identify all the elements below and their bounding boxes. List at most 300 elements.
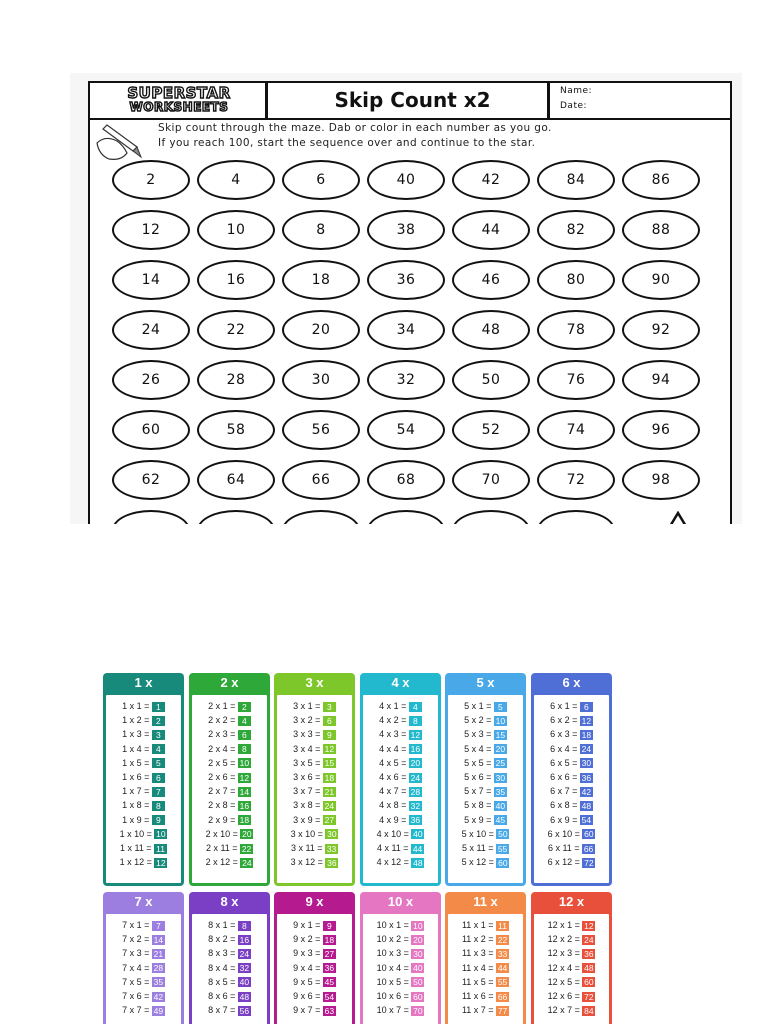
number-bubble: 38 <box>367 210 445 250</box>
times-row: 3 x 7 = 21 <box>293 786 335 797</box>
times-card-title: 3 x <box>305 675 324 690</box>
times-row: 3 x 11 = 33 <box>290 843 337 854</box>
times-answer: 33 <box>497 949 508 960</box>
times-row: 9 x 6 = 54 <box>293 991 335 1002</box>
times-row: 1 x 11 = 11 <box>106 843 181 854</box>
times-row: 10 x 3 = 30 <box>376 948 423 960</box>
times-row: 8 x 2 = 16 <box>208 934 250 945</box>
times-row: 3 x 3 = 9 <box>277 729 352 740</box>
times-answer: 60 <box>584 829 594 840</box>
times-answer: 12 <box>410 730 421 741</box>
times-row: 10 x 6 = 60 <box>376 991 423 1002</box>
times-row: 1 x 9 = 9 <box>106 815 181 826</box>
times-answer: 24 <box>242 857 252 868</box>
number-bubble: 58 <box>197 410 275 450</box>
times-row: 12 x 1 = 12 <box>547 920 594 931</box>
number-bubble: 94 <box>622 360 700 400</box>
times-card-title: 11 x <box>473 894 498 909</box>
times-row: 4 x 9 = 36 <box>379 814 421 826</box>
times-row: 7 x 1 = 7 <box>106 920 181 931</box>
times-row: 11 x 1 = 11 <box>448 920 523 931</box>
times-answer: 36 <box>581 772 592 783</box>
number-bubble: 92 <box>622 310 700 350</box>
times-card-body <box>277 914 352 1024</box>
times-answer: 50 <box>413 977 423 988</box>
times-row: 1 x 8 = 8 <box>106 800 181 811</box>
times-row: 5 x 9 = 45 <box>464 814 506 826</box>
times-row: 7 x 7 = 49 <box>122 1005 164 1016</box>
times-answer: 28 <box>410 786 421 797</box>
times-card-9 <box>274 892 355 1024</box>
times-row: 9 x 1 = 9 <box>277 920 352 931</box>
times-row: 1 x 6 = 6 <box>106 772 181 783</box>
times-answer: 22 <box>241 843 252 854</box>
times-card-4 <box>360 673 441 886</box>
times-row: 3 x 12 = 36 <box>290 857 337 868</box>
times-card-title: 8 x <box>220 894 239 909</box>
times-card-body <box>363 914 438 1024</box>
times-answer: 14 <box>239 786 250 797</box>
times-card-body <box>448 914 523 1024</box>
times-answer: 16 <box>239 934 250 945</box>
times-row: 5 x 5 = 25 <box>464 757 506 769</box>
times-row: 9 x 3 = 27 <box>293 948 335 960</box>
times-row: 4 x 7 = 28 <box>379 786 421 797</box>
times-answer: 70 <box>413 1005 423 1016</box>
times-row: 6 x 12 = 72 <box>547 857 594 868</box>
times-row: 2 x 9 = 18 <box>208 814 250 826</box>
times-answer: 45 <box>324 977 335 988</box>
number-bubble: 96 <box>622 410 700 450</box>
times-answer: 77 <box>497 1005 508 1016</box>
times-card-8 <box>189 892 270 1024</box>
times-answer: 28 <box>153 963 164 974</box>
times-row: 4 x 3 = 12 <box>379 729 421 741</box>
worksheet-frame <box>88 81 732 524</box>
times-answer: 30 <box>581 758 592 769</box>
times-row: 12 x 7 = 84 <box>547 1005 594 1016</box>
times-answer: 2 <box>238 702 251 712</box>
times-card-body <box>448 695 523 883</box>
times-row: 9 x 2 = 18 <box>293 934 335 945</box>
times-card-title: 7 x <box>134 894 153 909</box>
number-bubble: 86 <box>622 160 700 200</box>
times-answer: 9 <box>323 921 336 931</box>
times-answer: 18 <box>581 730 592 741</box>
times-card-1 <box>103 673 184 886</box>
times-row: 7 x 5 = 35 <box>122 976 164 988</box>
times-row: 2 x 1 = 2 <box>192 701 267 712</box>
superstar-logo: SUPERSTAR WORKSHEETS <box>127 84 231 114</box>
times-answer: 44 <box>412 843 423 854</box>
times-row: 2 x 12 = 24 <box>205 857 252 868</box>
times-row: 7 x 3 = 21 <box>122 948 164 960</box>
times-answer: 11 <box>154 844 167 854</box>
times-row: 4 x 2 = 8 <box>363 715 438 726</box>
times-card-body <box>192 695 267 883</box>
times-answer: 22 <box>497 934 508 945</box>
times-answer: 36 <box>327 857 337 868</box>
date-label: Date: <box>560 101 588 111</box>
number-bubble-partial <box>112 510 190 524</box>
times-answer: 14 <box>153 934 164 945</box>
times-row: 5 x 3 = 15 <box>464 729 506 741</box>
times-row: 1 x 2 = 2 <box>106 715 181 726</box>
times-answer: 44 <box>497 963 508 974</box>
times-row: 6 x 7 = 42 <box>550 786 592 797</box>
times-card-10 <box>360 892 441 1024</box>
times-row: 10 x 4 = 40 <box>376 962 423 974</box>
times-answer: 12 <box>581 715 592 726</box>
times-answer: 48 <box>581 801 592 812</box>
times-row: 2 x 10 = 20 <box>205 828 252 840</box>
times-answer: 8 <box>152 801 165 811</box>
number-bubble: 60 <box>112 410 190 450</box>
times-row: 9 x 7 = 63 <box>293 1005 335 1016</box>
times-answer: 1 <box>152 702 165 712</box>
times-card-3 <box>274 673 355 886</box>
times-answer: 63 <box>324 1005 335 1016</box>
times-row: 8 x 1 = 8 <box>192 920 267 931</box>
times-answer: 12 <box>584 920 594 931</box>
times-answer: 5 <box>152 758 165 768</box>
times-card-6 <box>531 673 612 886</box>
times-row: 2 x 8 = 16 <box>208 800 250 812</box>
times-row: 6 x 3 = 18 <box>550 729 592 741</box>
times-row: 9 x 4 = 36 <box>293 962 335 974</box>
number-bubble: 8 <box>282 210 360 250</box>
number-bubble: 12 <box>112 210 190 250</box>
times-answer: 20 <box>242 829 252 840</box>
times-row: 11 x 3 = 33 <box>461 948 508 960</box>
times-answer: 30 <box>327 829 337 840</box>
number-bubble: 56 <box>282 410 360 450</box>
number-bubble: 18 <box>282 260 360 300</box>
number-bubble: 66 <box>282 460 360 500</box>
times-row: 12 x 4 = 48 <box>547 962 594 974</box>
times-answer: 30 <box>413 949 423 960</box>
times-answer: 60 <box>413 991 423 1002</box>
times-row: 3 x 5 = 15 <box>293 757 335 769</box>
worksheet-image <box>70 73 742 524</box>
times-answer: 21 <box>153 949 164 960</box>
times-answer: 25 <box>495 758 506 769</box>
number-bubble: 72 <box>537 460 615 500</box>
times-row: 6 x 5 = 30 <box>550 757 592 769</box>
times-answer: 6 <box>152 773 165 783</box>
number-bubble: 30 <box>282 360 360 400</box>
times-card-body <box>277 695 352 883</box>
times-row: 6 x 11 = 66 <box>547 843 594 854</box>
times-answer: 66 <box>497 991 508 1002</box>
times-card-body <box>534 914 609 1024</box>
number-bubble: 52 <box>452 410 530 450</box>
times-answer: 10 <box>156 829 166 840</box>
times-row: 12 x 6 = 72 <box>547 991 594 1002</box>
number-bubble: 28 <box>197 360 275 400</box>
times-row: 1 x 5 = 5 <box>106 758 181 769</box>
number-bubble: 76 <box>537 360 615 400</box>
times-answer: 24 <box>324 801 335 812</box>
times-answer: 3 <box>152 730 165 740</box>
times-answer: 18 <box>239 815 250 826</box>
times-card-title: 9 x <box>305 894 324 909</box>
times-answer: 55 <box>497 977 508 988</box>
times-row: 2 x 3 = 6 <box>192 729 267 740</box>
times-row: 4 x 10 = 40 <box>376 828 423 840</box>
times-row: 4 x 5 = 20 <box>379 757 421 769</box>
times-row: 4 x 1 = 4 <box>363 701 438 712</box>
times-row: 4 x 12 = 48 <box>376 857 423 868</box>
times-answer: 84 <box>584 1005 594 1016</box>
times-card-body <box>106 914 181 1024</box>
number-bubble: 36 <box>367 260 445 300</box>
times-row: 5 x 8 = 40 <box>464 800 506 812</box>
times-answer: 20 <box>413 934 423 945</box>
worksheet-title: Skip Count x2 <box>334 88 491 112</box>
number-bubble: 14 <box>112 260 190 300</box>
times-row: 2 x 5 = 10 <box>208 757 250 769</box>
times-row: 1 x 3 = 3 <box>106 729 181 740</box>
times-answer: 48 <box>413 857 423 868</box>
times-answer: 36 <box>324 963 335 974</box>
number-bubble: 90 <box>622 260 700 300</box>
times-answer: 8 <box>238 921 251 931</box>
times-card-title: 5 x <box>476 675 495 690</box>
times-answer: 6 <box>323 716 336 726</box>
times-row: 6 x 10 = 60 <box>547 828 594 840</box>
times-row: 3 x 8 = 24 <box>293 800 335 812</box>
times-answer: 4 <box>152 744 165 754</box>
times-answer: 54 <box>324 991 335 1002</box>
number-bubble: 34 <box>367 310 445 350</box>
times-row: 2 x 2 = 4 <box>192 715 267 726</box>
times-answer: 4 <box>238 716 251 726</box>
times-row: 3 x 9 = 27 <box>293 814 335 826</box>
times-answer: 72 <box>584 857 594 868</box>
number-bubble-partial <box>537 510 615 524</box>
times-answer: 18 <box>324 772 335 783</box>
times-answer: 15 <box>495 730 506 741</box>
times-card-7 <box>103 892 184 1024</box>
times-answer: 32 <box>239 963 250 974</box>
times-answer: 30 <box>495 772 506 783</box>
number-bubble: 82 <box>537 210 615 250</box>
number-bubble: 44 <box>452 210 530 250</box>
times-answer: 56 <box>239 1005 250 1016</box>
times-row: 6 x 6 = 36 <box>550 772 592 783</box>
times-row: 6 x 1 = 6 <box>534 701 609 712</box>
number-bubble: 16 <box>197 260 275 300</box>
times-answer: 54 <box>581 815 592 826</box>
times-row: 3 x 2 = 6 <box>277 715 352 726</box>
times-row: 5 x 12 = 60 <box>461 857 508 868</box>
times-row: 8 x 5 = 40 <box>208 976 250 988</box>
times-row: 11 x 5 = 55 <box>461 976 508 988</box>
times-answer: 27 <box>324 949 335 960</box>
times-answer: 5 <box>494 702 507 712</box>
number-bubble: 10 <box>197 210 275 250</box>
times-row: 9 x 5 = 45 <box>293 976 335 988</box>
number-bubble: 70 <box>452 460 530 500</box>
times-row: 5 x 11 = 55 <box>461 843 508 854</box>
number-bubble: 40 <box>367 160 445 200</box>
number-bubble-partial <box>197 510 275 524</box>
times-answer: 15 <box>324 758 335 769</box>
times-answer: 20 <box>495 744 506 755</box>
times-row: 12 x 5 = 60 <box>547 976 594 988</box>
times-row: 4 x 6 = 24 <box>379 772 421 783</box>
number-bubble: 84 <box>537 160 615 200</box>
times-row: 5 x 10 = 50 <box>461 828 508 840</box>
times-answer: 9 <box>323 730 336 740</box>
times-row: 6 x 8 = 48 <box>550 800 592 812</box>
worksheet-header <box>90 83 730 120</box>
times-answer: 10 <box>495 715 506 726</box>
times-answer: 20 <box>410 758 421 769</box>
times-row: 11 x 2 = 22 <box>461 934 508 945</box>
instructions: Skip count through the maze. Dab or color in each number as you go. If you reach 100, start the sequence over and continue to the star. <box>158 122 552 149</box>
times-answer: 42 <box>153 991 164 1002</box>
times-card-5 <box>445 673 526 886</box>
number-bubble: 68 <box>367 460 445 500</box>
times-row: 3 x 1 = 3 <box>277 701 352 712</box>
number-bubble: 32 <box>367 360 445 400</box>
number-bubble: 4 <box>197 160 275 200</box>
times-card-12 <box>531 892 612 1024</box>
number-bubble: 20 <box>282 310 360 350</box>
number-bubble: 6 <box>282 160 360 200</box>
times-card-body <box>192 914 267 1024</box>
times-answer: 10 <box>239 758 250 769</box>
times-row: 7 x 2 = 14 <box>122 934 164 945</box>
times-card-title: 12 x <box>558 894 585 909</box>
times-row: 1 x 1 = 1 <box>106 701 181 712</box>
times-answer: 32 <box>410 801 421 812</box>
times-answer: 24 <box>239 949 250 960</box>
times-row: 4 x 4 = 16 <box>379 743 421 755</box>
times-row: 6 x 4 = 24 <box>550 743 592 755</box>
number-bubble: 2 <box>112 160 190 200</box>
times-row: 8 x 4 = 32 <box>208 962 250 974</box>
times-answer: 35 <box>153 977 164 988</box>
times-row: 1 x 4 = 4 <box>106 744 181 755</box>
times-row: 2 x 11 = 22 <box>205 843 252 854</box>
times-card-title: 6 x <box>562 675 581 690</box>
number-bubble: 80 <box>537 260 615 300</box>
number-bubble: 88 <box>622 210 700 250</box>
name-label: Name: <box>560 86 593 96</box>
number-bubble-partial <box>282 510 360 524</box>
times-row: 7 x 6 = 42 <box>122 991 164 1002</box>
number-bubble: 46 <box>452 260 530 300</box>
times-answer: 2 <box>152 716 165 726</box>
times-row: 8 x 3 = 24 <box>208 948 250 960</box>
times-answer: 40 <box>413 963 423 974</box>
times-answer: 49 <box>153 1005 164 1016</box>
times-answer: 12 <box>239 772 250 783</box>
times-row: 10 x 7 = 70 <box>376 1005 423 1016</box>
times-card-11 <box>445 892 526 1024</box>
times-answer: 7 <box>152 921 165 931</box>
times-answer: 10 <box>413 920 423 931</box>
times-answer: 35 <box>495 786 506 797</box>
times-answer: 40 <box>239 977 250 988</box>
times-answer: 40 <box>413 829 423 840</box>
pencil-hand-icon <box>93 121 153 165</box>
number-bubble: 74 <box>537 410 615 450</box>
times-answer: 16 <box>410 744 421 755</box>
times-row: 4 x 8 = 32 <box>379 800 421 812</box>
number-bubble: 24 <box>112 310 190 350</box>
times-row: 6 x 9 = 54 <box>550 814 592 826</box>
times-answer: 6 <box>238 730 251 740</box>
times-answer: 50 <box>498 829 508 840</box>
times-row: 5 x 6 = 30 <box>464 772 506 783</box>
times-answer: 40 <box>495 801 506 812</box>
number-bubble-partial <box>367 510 445 524</box>
times-row: 1 x 12 = 12 <box>119 857 166 868</box>
times-answer: 66 <box>583 843 594 854</box>
number-bubble: 26 <box>112 360 190 400</box>
times-row: 10 x 1 = 10 <box>376 920 423 931</box>
number-bubble: 78 <box>537 310 615 350</box>
times-answer: 8 <box>238 744 251 754</box>
number-bubble: 62 <box>112 460 190 500</box>
times-row: 2 x 7 = 14 <box>208 786 250 797</box>
times-answer: 55 <box>497 843 508 854</box>
number-bubble-partial <box>452 510 530 524</box>
times-answer: 60 <box>498 857 508 868</box>
times-card-body <box>363 695 438 883</box>
times-answer: 24 <box>581 744 592 755</box>
times-row: 11 x 7 = 77 <box>461 1005 508 1016</box>
times-answer: 4 <box>409 702 422 712</box>
times-row: 4 x 11 = 44 <box>376 843 423 854</box>
number-bubble: 22 <box>197 310 275 350</box>
times-answer: 9 <box>152 815 165 825</box>
number-bubble: 54 <box>367 410 445 450</box>
times-row: 10 x 2 = 20 <box>376 934 423 945</box>
times-answer: 24 <box>410 772 421 783</box>
times-card-title: 4 x <box>391 675 410 690</box>
times-answer: 18 <box>324 934 335 945</box>
times-answer: 16 <box>239 801 250 812</box>
times-answer: 48 <box>584 963 594 974</box>
times-answer: 12 <box>324 744 335 755</box>
times-row: 11 x 6 = 66 <box>461 991 508 1002</box>
times-row: 3 x 6 = 18 <box>293 772 335 783</box>
times-answer: 36 <box>410 815 421 826</box>
times-answer: 33 <box>326 843 337 854</box>
times-answer: 24 <box>584 934 594 945</box>
times-row: 1 x 10 = 10 <box>119 828 166 840</box>
times-answer: 12 <box>156 857 166 868</box>
times-answer: 11 <box>496 921 509 931</box>
times-answer: 7 <box>152 787 165 797</box>
times-answer: 6 <box>580 702 593 712</box>
times-row: 3 x 10 = 30 <box>290 828 337 840</box>
times-row: 2 x 6 = 12 <box>208 772 250 783</box>
number-bubble: 42 <box>452 160 530 200</box>
times-answer: 27 <box>324 815 335 826</box>
times-row: 5 x 1 = 5 <box>448 701 523 712</box>
times-row: 3 x 4 = 12 <box>293 743 335 755</box>
number-bubble: 48 <box>452 310 530 350</box>
times-answer: 72 <box>584 991 594 1002</box>
times-row: 11 x 4 = 44 <box>461 962 508 974</box>
times-card-title: 10 x <box>387 894 414 909</box>
